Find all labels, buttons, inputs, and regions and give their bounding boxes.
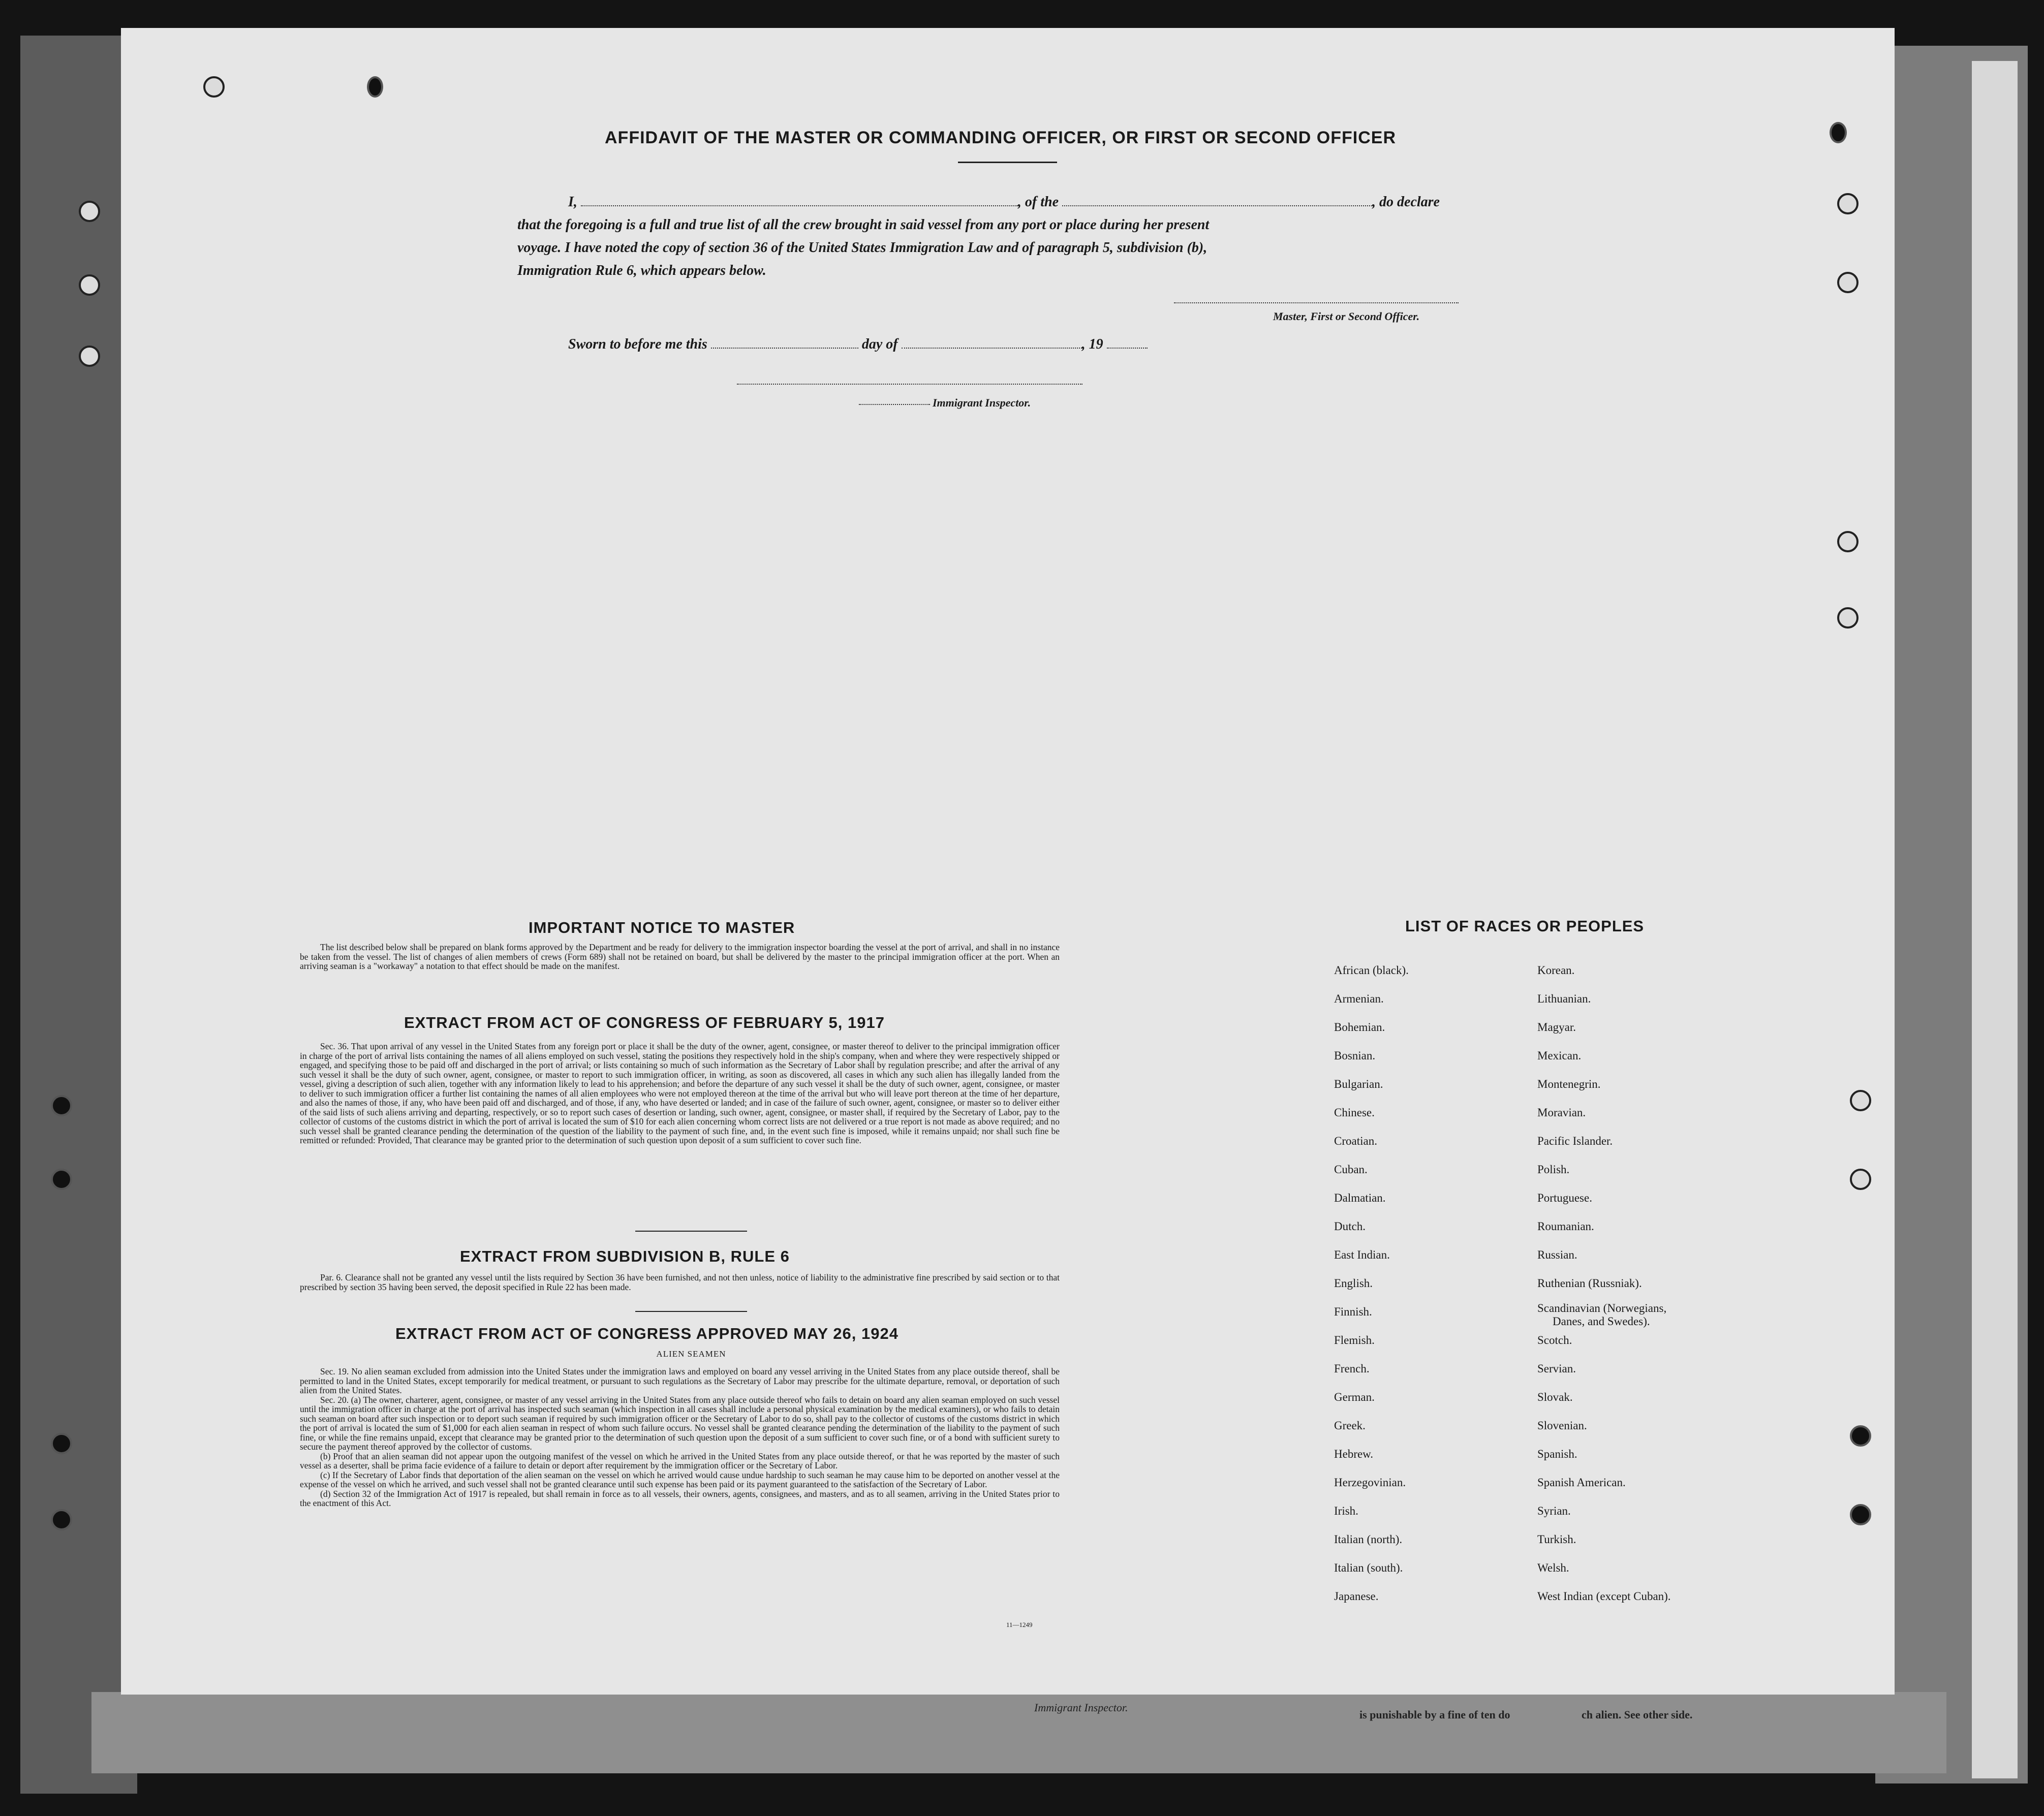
race-item: Italian (north). xyxy=(1334,1533,1403,1546)
extract-1917-title: EXTRACT FROM ACT OF CONGRESS OF FEBRUARY 5, 1917 xyxy=(404,1014,885,1031)
sec-20b-paragraph: (b) Proof that an alien seaman did not appear upon the outgoing manifest of the vessel on which he arrived in the United States from any place outside thereof, or that he was reported by the master of such vessel as a deserter, shall be prima facie evidence of a failure to detain or deport after requirement by the immigration officer or the Secretary of Labor. xyxy=(300,1451,1060,1470)
form-number: 11—1249 xyxy=(1006,1621,1033,1629)
sec-20a-paragraph: Sec. 20. (a) The owner, charterer, agent, consignee, or master of any vessel arriving in the United States from any place outside thereof who fails to detain on board any alien seaman employed on such vessel until the immigration officer in charge at the port of arrival has inspected such seaman (which inspection in all cases shall include a personal physical examination by the medical examiners), or who fails to detain such seaman on board after such inspection or to deport such seaman if required by such immigration officer or the Secretary of Labor to do so, shall pay to the collector of customs of the customs district in which the port of arrival is located the sum of $1,000 for each alien seaman in respect of whom such failure occurs. No vessel shall be granted clearance pending the determination of the liability to the payment of such fine, or while the fine remains unpaid, except that clearance may be granted prior to the determination of such question upon the deposit of a sum sufficient to cover such fine, or of a bond with sufficient surety to secure the payment thereof approved by the collector of customs. xyxy=(300,1394,1060,1452)
race-item: East Indian. xyxy=(1334,1248,1390,1261)
race-item-continued: Danes, and Swedes). xyxy=(1553,1315,1650,1328)
under-sheet-fine-note-2: ch alien. See other side. xyxy=(1582,1708,1693,1721)
extract-1917-body xyxy=(300,1042,1060,1145)
punch-hole xyxy=(1850,1090,1871,1111)
notice-paragraph: The list described below shall be prepared on blank forms approved by the Department and be ready for delivery to the immigration inspector boarding the vessel at the port of arrival, and shall in no instance be taken from the vessel. The list of changes of alien members of crews (Form 689) shall not be retained on board, but shall be delivered by the master to the principal immigration officer at the port. When an arriving seaman is a "workaway" a notation to that effect should be made on the manifest. xyxy=(300,942,1060,971)
race-item: Hebrew. xyxy=(1334,1448,1374,1460)
under-sheet-left xyxy=(20,36,137,1794)
affidavit-line1 xyxy=(568,194,1440,210)
punch-hole xyxy=(1837,531,1859,552)
inspector-signature-lead xyxy=(859,404,930,405)
affidavit-line4: Immigration Rule 6, which appears below. xyxy=(517,263,766,278)
race-item: Croatian. xyxy=(1334,1135,1377,1147)
sec-20d-paragraph: (d) Section 32 of the Immigration Act of 1917 is repealed, but shall remain in force as to all vessels, their owners, agents, consignees, and masters, and as to all seamen, arriving in the United States prior to the enactment of this Act. xyxy=(300,1488,1060,1508)
race-item: French. xyxy=(1334,1362,1370,1375)
race-item: Welsh. xyxy=(1537,1561,1569,1574)
race-item: Slovenian. xyxy=(1537,1419,1587,1432)
race-item: Korean. xyxy=(1537,964,1575,977)
master-signature-label: Master, First or Second Officer. xyxy=(1273,310,1420,323)
race-item: Italian (south). xyxy=(1334,1561,1403,1574)
affidavit-i: I, xyxy=(568,194,577,210)
race-item: Ruthenian (Russniak). xyxy=(1537,1277,1642,1290)
sworn-label: Sworn to before me this xyxy=(568,336,707,352)
extract-rule6-body xyxy=(300,1273,1060,1292)
sworn-day-blank xyxy=(711,337,858,349)
extract-rule6-paragraph: Par. 6. Clearance shall not be granted any vessel until the lists required by Section 36 have been furnished, and not then unless, notice of liability to the administrative fine prescribed by said section or to that prescribed by section 35 having been served, the deposit specified in Rule 22 has been made. xyxy=(300,1272,1060,1292)
year-label: , 19 xyxy=(1081,336,1103,352)
race-item: Irish. xyxy=(1334,1505,1358,1517)
section-rule xyxy=(635,1311,747,1312)
vessel-blank xyxy=(1062,195,1372,206)
race-item: Spanish American. xyxy=(1537,1476,1626,1489)
inspector-signature-line xyxy=(737,384,1082,385)
race-item: Syrian. xyxy=(1537,1505,1571,1517)
punch-hole xyxy=(51,1509,72,1530)
punch-hole xyxy=(203,76,225,98)
title-rule xyxy=(958,162,1057,163)
punch-hole xyxy=(1850,1425,1871,1447)
section-rule xyxy=(635,1231,747,1232)
race-item: Flemish. xyxy=(1334,1334,1375,1347)
race-item: Turkish. xyxy=(1537,1533,1576,1546)
extract-1917-paragraph: Sec. 36. That upon arrival of any vessel in the United States from any foreign port or place it shall be the duty of the owner, agent, consignee, or master thereof to deliver to the principal immigration officer in charge of the port of arrival lists containing the names of all aliens employed on such vessel, stating the positions they respectively hold in the ship's company, when and where they were respectively shipped or engaged, and specifying those to be paid off and discharged in the port of arrival; or lists containing so much of such information as the Secretary of Labor shall by regulation prescribe; and after the arrival of any such vessel it shall be the duty of such owner, agent, consignee, or master to report to such immigration officer, in writing, as soon as discovered, all cases in which any such alien has illegally landed from the vessel, giving a description of such alien, together with any information likely to lead to his apprehension; and before the departure of any such vessel it shall be the duty of such owner, agent, consignee, or master to deliver to such immigration officer a further list containing the names of all alien employees who were not employed thereon at the time of the arrival but who will leave port thereon at the time of her departure, and also the names of those, if any, who have been paid off and discharged, and of those, if any, who have deserted or landed; and in case of the failure of such owner, agent, consignee, or master so to deliver either of the said lists of such aliens arriving and departing, respectively, or so to report such cases of desertion or landing, such owner, agent, consignee, or master shall, if required by the Secretary of Labor, pay to the collector of customs of the customs district in which the port of arrival is located the sum of $10 for each alien concerning whom correct lists are not delivered or a true report is not made as above required; and no such vessel shall be granted clearance pending the determination of the question of the liability to the payment of such fine, and, in the event such fine is imposed, while it remains unpaid; nor shall such fine be remitted or refunded: Provided, That clearance may be granted prior to the determination of such question upon deposit of a sum sufficient to cover such fine. xyxy=(300,1041,1060,1145)
punch-hole xyxy=(79,274,100,296)
notice-body xyxy=(300,943,1060,971)
sworn-line xyxy=(568,336,1148,353)
race-item: Japanese. xyxy=(1334,1590,1379,1603)
affidavit-title: AFFIDAVIT OF THE MASTER OR COMMANDING OFFICER, OR FIRST OR SECOND OFFICER xyxy=(605,128,1396,147)
punch-hole xyxy=(1837,193,1859,214)
affidavit-line3: voyage. I have noted the copy of section 36 of the United States Immigration Law and of paragraph 5, subdivision (b), xyxy=(517,240,1207,256)
race-item: Russian. xyxy=(1537,1248,1577,1261)
punch-hole xyxy=(79,201,100,222)
name-blank xyxy=(581,195,1018,206)
races-title: LIST OF RACES OR PEOPLES xyxy=(1405,917,1645,935)
extract-rule6-title: EXTRACT FROM SUBDIVISION B, RULE 6 xyxy=(460,1247,790,1265)
under-sheet-inspector: Immigrant Inspector. xyxy=(1034,1701,1128,1714)
race-item: Armenian. xyxy=(1334,992,1384,1005)
race-item: Polish. xyxy=(1537,1163,1570,1176)
punch-hole xyxy=(1837,272,1859,293)
race-item: West Indian (except Cuban). xyxy=(1537,1590,1671,1603)
race-item: Portuguese. xyxy=(1537,1192,1592,1204)
race-item: Herzegovinian. xyxy=(1334,1476,1406,1489)
sec-20c-paragraph: (c) If the Secretary of Labor finds that deportation of the alien seaman on the vessel on which he arrived would cause undue hardship to such seaman he may cause him to be deported on another vessel at the expense of the vessel on which he arrived, and such vessel shall not be granted clearance until such expense has been paid or its payment guaranteed to the satisfaction of the Secretary of Labor. xyxy=(300,1469,1060,1489)
race-item: Spanish. xyxy=(1537,1448,1577,1460)
race-item: Dalmatian. xyxy=(1334,1192,1386,1204)
affidavit-line2: that the foregoing is a full and true list of all the crew brought in said vessel from any port or place during her present xyxy=(517,217,1210,233)
race-item: Scandinavian (Norwegians, xyxy=(1537,1302,1667,1314)
extract-1924-title: EXTRACT FROM ACT OF CONGRESS APPROVED MAY 26, 1924 xyxy=(395,1325,899,1342)
punch-hole xyxy=(1850,1504,1871,1525)
race-item: Dutch. xyxy=(1334,1220,1366,1233)
notice-title: IMPORTANT NOTICE TO MASTER xyxy=(529,919,795,936)
extract-1924-body xyxy=(300,1367,1060,1508)
inspector-signature-label: Immigrant Inspector. xyxy=(933,396,1031,409)
race-item: Mexican. xyxy=(1537,1049,1582,1062)
under-sheet-bottom xyxy=(91,1692,1946,1773)
punch-hole xyxy=(79,346,100,367)
punch-hole xyxy=(1830,122,1847,143)
alien-seamen-subtitle: ALIEN SEAMEN xyxy=(656,1349,726,1359)
punch-hole xyxy=(1850,1169,1871,1190)
affidavit-declare: , do declare xyxy=(1372,194,1440,210)
race-item: Moravian. xyxy=(1537,1106,1586,1119)
race-item: Magyar. xyxy=(1537,1021,1576,1034)
race-item: African (black). xyxy=(1334,964,1409,977)
race-item: Montenegrin. xyxy=(1537,1078,1601,1090)
sworn-year-blank xyxy=(1107,337,1148,349)
race-item: Finnish. xyxy=(1334,1305,1372,1318)
race-item: Pacific Islander. xyxy=(1537,1135,1613,1147)
race-item: Bosnian. xyxy=(1334,1049,1376,1062)
race-item: Bulgarian. xyxy=(1334,1078,1383,1090)
race-item: Chinese. xyxy=(1334,1106,1375,1119)
race-item: English. xyxy=(1334,1277,1373,1290)
race-item: Greek. xyxy=(1334,1419,1366,1432)
under-sheet-right-edge xyxy=(1972,61,2018,1778)
sec-19-paragraph: Sec. 19. No alien seaman excluded from admission into the United States under the immigration laws and employed on board any vessel arriving in the United States from any place outside thereof, shall be permitted to land in the United States, except temporarily for medical treatment, or pursuant to such regulations as the Secretary of Labor may prescribe for the ultimate departure, removal, or deportation of such alien from the United States. xyxy=(300,1366,1060,1395)
under-sheet-fine-note: is punishable by a fine of ten do xyxy=(1359,1708,1510,1721)
race-item: Slovak. xyxy=(1537,1391,1573,1403)
race-item: Bohemian. xyxy=(1334,1021,1385,1034)
punch-hole xyxy=(51,1433,72,1454)
punch-hole xyxy=(51,1169,72,1190)
race-item: Lithuanian. xyxy=(1537,992,1591,1005)
race-item: Roumanian. xyxy=(1537,1220,1594,1233)
punch-hole xyxy=(1837,607,1859,629)
affidavit-of-the: , of the xyxy=(1017,194,1059,210)
master-signature-line xyxy=(1174,302,1459,303)
punch-hole xyxy=(51,1095,72,1116)
race-item: Cuban. xyxy=(1334,1163,1368,1176)
sworn-month-blank xyxy=(902,337,1082,349)
day-of-label: day of xyxy=(861,336,898,352)
race-item: Scotch. xyxy=(1537,1334,1572,1347)
punch-hole xyxy=(367,76,383,98)
race-item: Servian. xyxy=(1537,1362,1576,1375)
race-item: German. xyxy=(1334,1391,1375,1403)
